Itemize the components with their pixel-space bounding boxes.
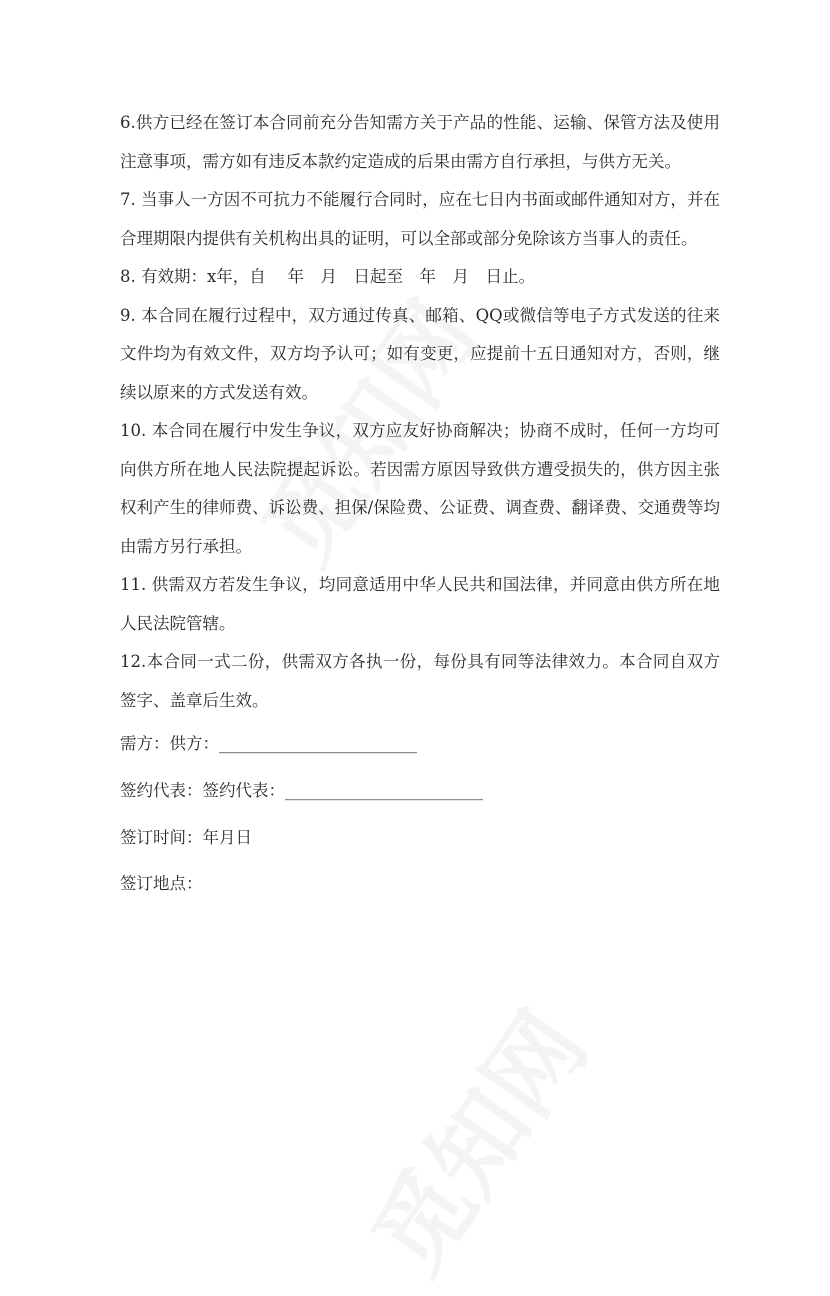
clause-6: 6.供方已经在签订本合同前充分告知需方关于产品的性能、运输、保管方法及使用注意事项，需方如有违反本款约定造成的后果由需方自行承担，与供方无关。: [120, 113, 720, 171]
clause-9: 9. 本合同在履行过程中，双方通过传真、邮箱、QQ或微信等电子方式发送的往来文件均为有效文件，双方均予认可；如有变更，应提前十五日通知对方，否则，继续以原来的方式发送有效。: [120, 305, 720, 402]
clause-8: 8. 有效期：x年，自 年 月 日起至 年 月 日止。: [120, 267, 536, 286]
watermark: [335, 981, 612, 1295]
signing-place-line: 签订地点：: [120, 874, 203, 893]
clause-11: 11. 供需双方若发生争议，均同意适用中华人民共和国法律，并同意由供方所在地人民法院管辖。: [120, 575, 720, 633]
clause-7: 7. 当事人一方因不可抗力不能履行合同时，应在七日内书面或邮件通知对方，并在合理期限内提供有关机构出具的证明，可以全部或部分免除该方当事人的责任。: [120, 190, 720, 248]
clause-12: 12.本合同一式二份，供需双方各执一份，每份具有同等法律效力。本合同自双方签字、盖章后生效。: [120, 652, 720, 710]
signature-representatives-line: 签约代表：签约代表：________________________: [120, 781, 483, 800]
signing-date-line: 签订时间：年月日: [120, 828, 252, 847]
contract-body: [120, 104, 720, 894]
signature-parties-line: 需方：供方：________________________: [120, 734, 417, 753]
clause-10: 10. 本合同在履行中发生争议，双方应友好协商解决；协商不成时，任何一方均可向供方所在地人民法院提起诉讼。若因需方原因导致供方遭受损失的，供方因主张权利产生的律师费、诉讼费、担保/保险费、公证费、调查费、翻译费、交通费等均由需方另行承担。: [120, 421, 720, 556]
